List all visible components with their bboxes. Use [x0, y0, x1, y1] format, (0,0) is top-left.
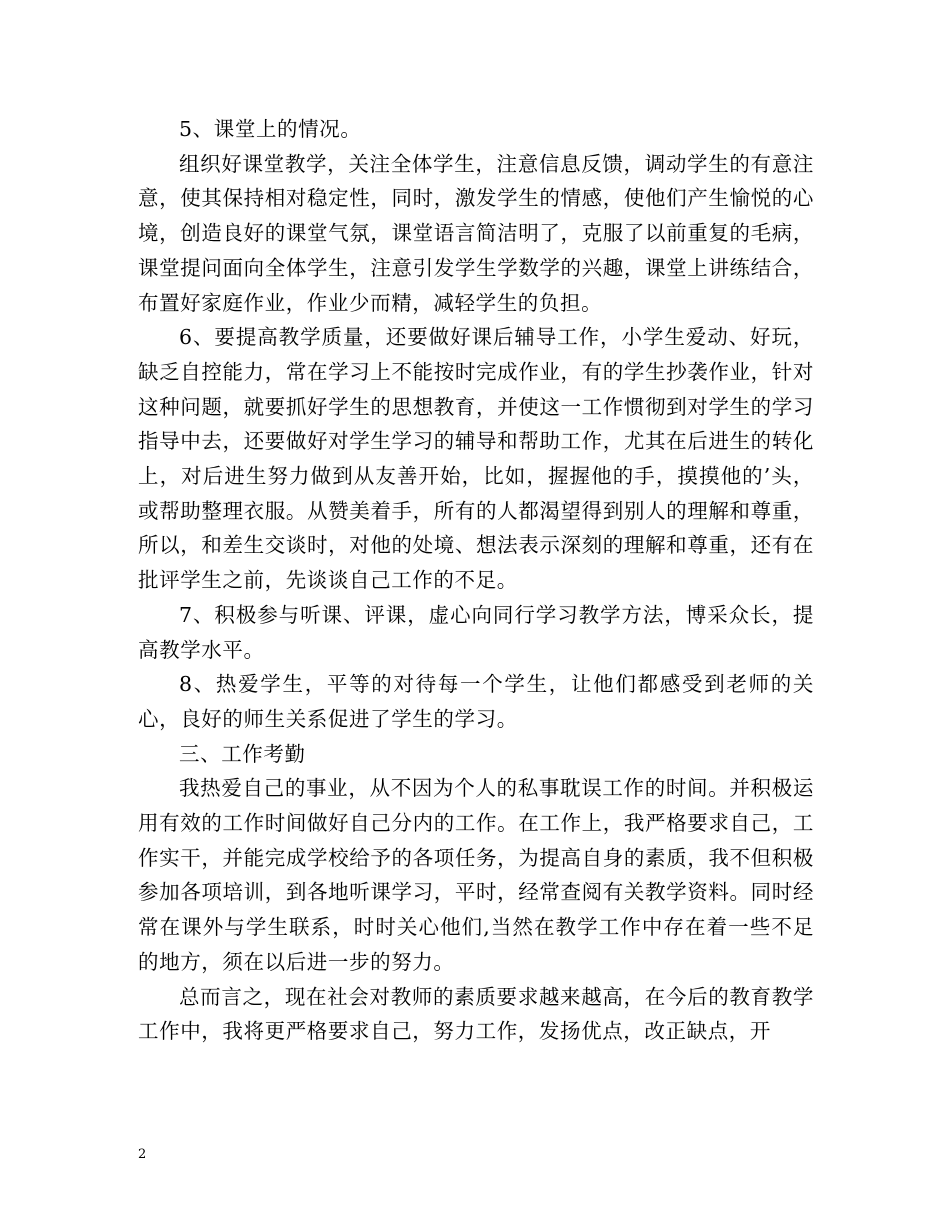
paragraph-lesson-observation: 7、积极参与听课、评课，虚心向同行学习教学方法，博采众长，提高教学水平。: [138, 602, 814, 662]
paragraph-classroom-heading: 5、课堂上的情况。: [179, 117, 362, 141]
paragraph-love-students: 8、热爱学生，平等的对待每一个学生，让他们都感受到老师的关心，良好的师生关系促进了学生的学习。: [138, 672, 814, 731]
document-body: [138, 112, 814, 1049]
section-heading-attendance: 三、工作考勤: [179, 741, 306, 766]
paragraph-classroom-organization: 组织好课堂教学，关注全体学生，注意信息反馈，调动学生的有意注意，使其保持相对稳定性，同时，激发学生的情感，使他们产生愉悦的心境，创造良好的课堂气氛，课堂语言简洁明了，克服了以前重复的毛病，课堂提问面向全体学生，注意引发学生学数学的兴趣，课堂上讲练结合，布置好家庭作业，作业少而精，减轻学生的负担。: [138, 151, 814, 315]
paragraph-attendance: 我热爱自己的事业，从不因为个人的私事耽误工作的时间。并积极运用有效的工作时间做好自己分内的工作。在工作上，我严格要求自己，工作实干，并能完成学校给予的各项任务，为提高自身的素质，我不但积极参加各项培训，到各地听课学习，平时，经常查阅有关教学资料。同时经常在课外与学生联系，时时关心他们,当然在教学工作中存在着一些不足的地方，须在以后进一步的努力。: [138, 776, 814, 974]
page-number: 2: [138, 1147, 147, 1162]
paragraph-after-class-tutoring: 6、要提高教学质量，还要做好课后辅导工作，小学生爱动、好玩，缺乏自控能力，常在学习上不能按时完成作业，有的学生抄袭作业，针对这种问题，就要抓好学生的思想教育，并使这一工作惯彻到对学生的学习指导中去，还要做好对学生学习的辅导和帮助工作，尤其在后进生的转化上，对后进生努力做到从友善开始，比如，握握他的手，摸摸他的’头，或帮助整理衣服。从赞美着手，所有的人都渴望得到别人的理解和尊重，所以，和差生交谈时，对他的处境、想法表示深刻的理解和尊重，还有在批评学生之前，先谈谈自己工作的不足。: [138, 325, 814, 593]
paragraph-conclusion: 总而言之，现在社会对教师的素质要求越来越高，在今后的教育教学工作中，我将更严格要求自己，努力工作，发扬优点，改正缺点，开: [138, 984, 814, 1044]
